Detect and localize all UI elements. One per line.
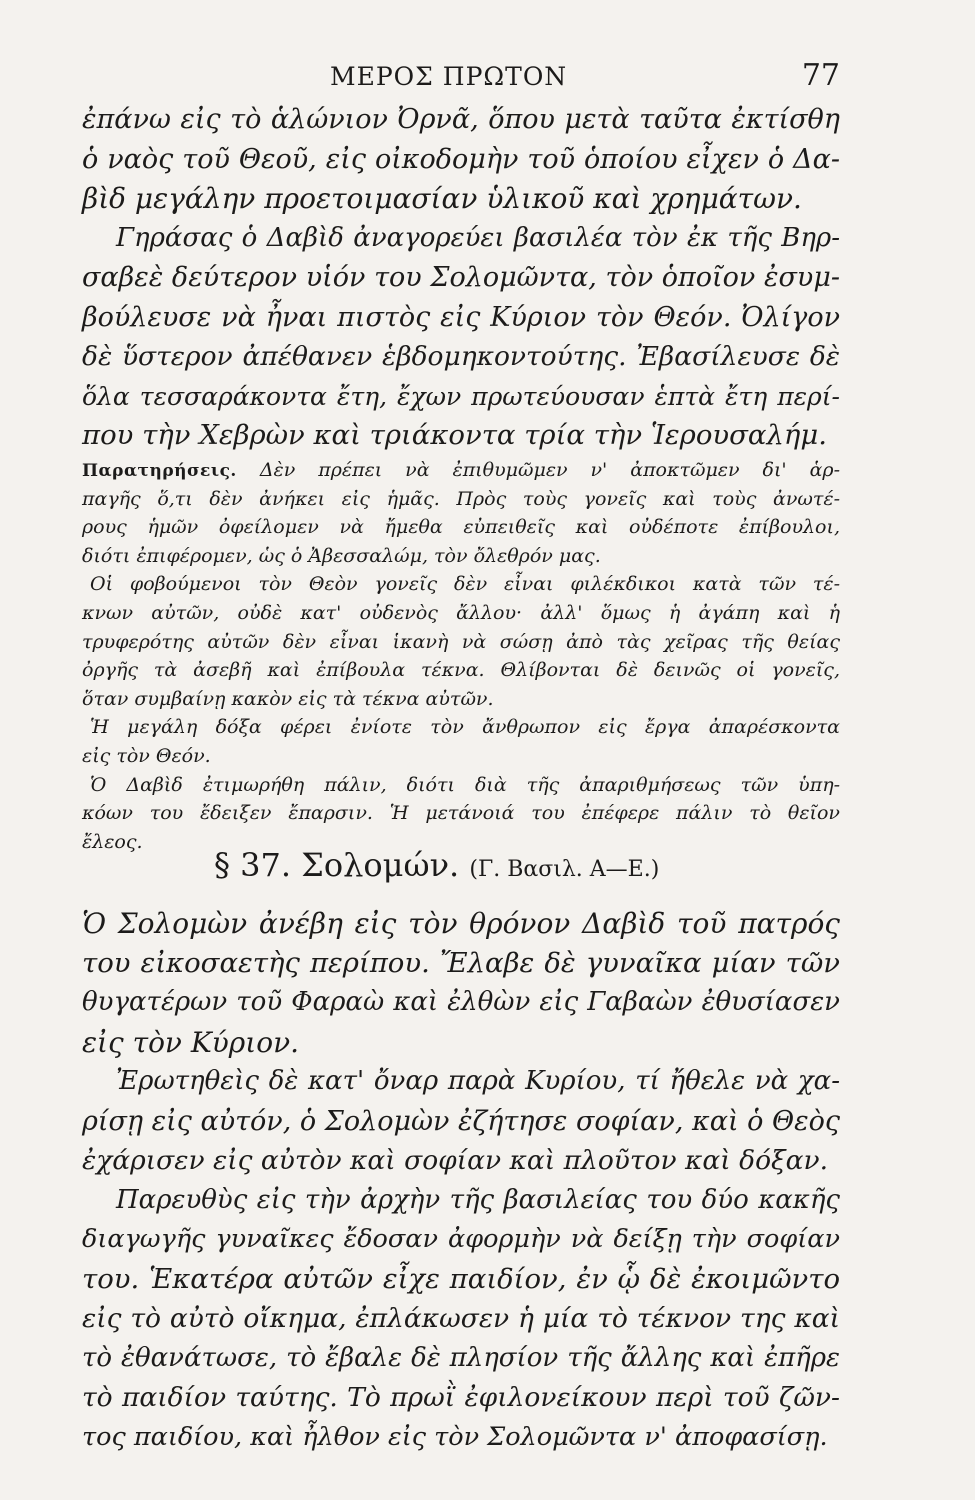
remarks-label: Παρατηρήσεις. bbox=[82, 461, 237, 481]
text-line: ἐχάρισεν εἰς αὐτὸν καὶ σοφίαν καὶ πλοῦτον καὶ δόξαν. bbox=[82, 1145, 829, 1176]
remarks-line: Ὁ Δαβὶδ ἐτιμωρήθη πάλιν, διότι διὰ τῆς ἀπαριθμήσεως τῶν ὑπη- bbox=[90, 773, 840, 796]
section-heading bbox=[214, 846, 659, 884]
section-title: § 37. Σολομών. bbox=[214, 846, 460, 884]
remarks-line: διότι ἐπιφέρομεν, ὡς ὁ Ἀβεσσαλώμ, τὸν ὄλεθρόν μας. bbox=[82, 544, 601, 567]
text-line: ὅλα τεσσαράκοντα ἔτη, ἔχων πρωτεύουσαν ἑπτὰ ἔτη περί- bbox=[82, 381, 840, 411]
text-line: σαβεὲ δεύτερον υἱόν του Σολομῶντα, τὸν ὁποῖον ἐσυμ- bbox=[82, 262, 840, 293]
main-text bbox=[82, 100, 840, 456]
text-line: εἰς τὸν Κύριον. bbox=[82, 1025, 300, 1059]
page-header bbox=[80, 58, 840, 98]
text-line: διαγωγῆς γυναῖκες ἔδοσαν ἀφορμὴν νὰ δείξῃ τὴν σοφίαν bbox=[82, 1224, 840, 1254]
remarks-line: Οἱ φοβούμενοι τὸν Θεὸν γονεῖς δὲν εἶναι φιλέκδικοι κατὰ τῶν τέ- bbox=[90, 573, 840, 596]
page-number: 77 bbox=[801, 58, 840, 93]
remarks-line: ὅταν συμβαίνῃ κακὸν εἰς τὰ τέκνα αὐτῶν. bbox=[82, 687, 494, 710]
text-line: θυγατέρων τοῦ Φαραὼ καὶ ἐλθὼν εἰς Γαβαὼν ἐθυσίασεν bbox=[82, 987, 840, 1017]
remarks-line: τρυφερότης αὐτῶν δὲν εἶναι ἱκανὴ νὰ σώσῃ ἀπὸ τὰς χεῖρας τῆς θείας bbox=[82, 630, 840, 653]
text-line: εἰς τὸ αὐτὸ οἴκημα, ἐπλάκωσεν ἡ μία τὸ τέκνον της καὶ bbox=[82, 1303, 840, 1334]
text-line: ἐπάνω εἰς τὸ ἁλώνιον Ὀρνᾶ, ὅπου μετὰ ταῦτα ἐκτίσθη bbox=[82, 104, 840, 135]
remarks-line: ρους ἡμῶν ὀφείλομεν νὰ ἤμεθα εὐπειθεῖς καὶ οὐδέποτε ἐπίβουλοι, bbox=[82, 516, 840, 539]
text-line: Γηράσας ὁ Δαβὶδ ἀναγορεύει βασιλέα τὸν ἐκ τῆς Βηρ- bbox=[116, 222, 840, 253]
text-line: Ὁ Σολομὼν ἀνέβη εἰς τὸν θρόνον Δαβὶδ τοῦ πατρός bbox=[82, 907, 840, 940]
remarks-line: Ἡ μεγάλη δόξα φέρει ἐνίοτε τὸν ἄνθρωπον εἰς ἔργα ἀπαρέσκοντα bbox=[90, 716, 840, 739]
section-reference: (Γ. Βασιλ. Α—Ε.) bbox=[469, 857, 660, 882]
remarks-line: κόων του ἔδειξεν ἔπαρσιν. Ἡ μετάνοιά του ἐπέφερε πάλιν τὸ θεῖον bbox=[82, 802, 840, 825]
remarks-line: ὀργῆς τὰ ἀσεβῆ καὶ ἐπίβουλα τέκνα. Θλίβονται δὲ δεινῶς οἱ γονεῖς, bbox=[82, 659, 840, 682]
text-line: τὸ ἐθανάτωσε, τὸ ἔβαλε δὲ πλησίον τῆς ἄλλης καὶ ἐπῆρε bbox=[82, 1342, 840, 1373]
text-line: τὸ παιδίον ταύτης. Τὸ πρωῒ ἐφιλονείκουν περὶ τοῦ ζῶν- bbox=[82, 1382, 840, 1413]
text-line: ὁ ναὸς τοῦ Θεοῦ, εἰς οἰκοδομὴν τοῦ ὁποίου εἶχεν ὁ Δα- bbox=[82, 143, 840, 175]
remarks-line: παγῆς ὅ,τι δὲν ἀνήκει εἰς ἡμᾶς. Πρὸς τοὺς γονεῖς καὶ τοὺς ἀνωτέ- bbox=[82, 487, 840, 510]
remarks-block bbox=[82, 456, 840, 856]
text-line: του. Ἑκατέρα αὐτῶν εἶχε παιδίον, ἐν ᾧ δὲ ἐκοιμῶντο bbox=[82, 1262, 840, 1295]
text-line: του εἰκοσαετὴς περίπου. Ἔλαβε δὲ γυναῖκα μίαν τῶν bbox=[82, 946, 840, 979]
text-line: που τὴν Χεβρὼν καὶ τριάκοντα τρία τὴν Ἱερουσαλήμ. bbox=[82, 419, 827, 451]
section-text bbox=[82, 904, 840, 1457]
text-line: Παρευθὺς εἰς τὴν ἀρχὴν τῆς βασιλείας του δύο κακῆς bbox=[116, 1184, 840, 1215]
text-line: τος παιδίου, καὶ ἦλθον εἰς τὸν Σολομῶντα ν' ἀποφασίσῃ. bbox=[82, 1421, 828, 1452]
text-line: Ἐρωτηθεὶς δὲ κατ' ὄναρ παρὰ Κυρίου, τί ἤθελε νὰ χα- bbox=[116, 1066, 840, 1096]
text-line: βούλευσε νὰ ἦναι πιστὸς εἰς Κύριον τὸν Θεόν. Ὀλίγον bbox=[82, 301, 840, 333]
remarks-line: κνων αὐτῶν, οὐδὲ κατ' οὐδενὸς ἄλλου· ἀλλ' ὅμως ἡ ἀγάπη καὶ ἡ bbox=[82, 601, 840, 624]
remarks-line: εἰς τὸν Θεόν. bbox=[82, 744, 211, 767]
text-line: ρίσῃ εἰς αὐτόν, ὁ Σολομὼν ἐζήτησε σοφίαν, καὶ ὁ Θεὸς bbox=[82, 1105, 840, 1137]
text-line: βὶδ μεγάλην προετοιμασίαν ὑλικοῦ καὶ χρημάτων. bbox=[82, 182, 802, 215]
remarks-first-line bbox=[82, 456, 840, 485]
text-line: δὲ ὕστερον ἀπέθανεν ἑβδομηκοντούτης. Ἐβασίλευσε δὲ bbox=[82, 341, 840, 372]
remarks-text: Δὲν πρέπει νὰ ἐπιθυμῶμεν ν' ἀποκτῶμεν δι' ἁρ- bbox=[259, 459, 840, 481]
running-title: ΜΕΡΟΣ ΠΡΩΤΟΝ bbox=[330, 62, 568, 91]
remarks-line: ἔλεος. bbox=[82, 830, 143, 853]
